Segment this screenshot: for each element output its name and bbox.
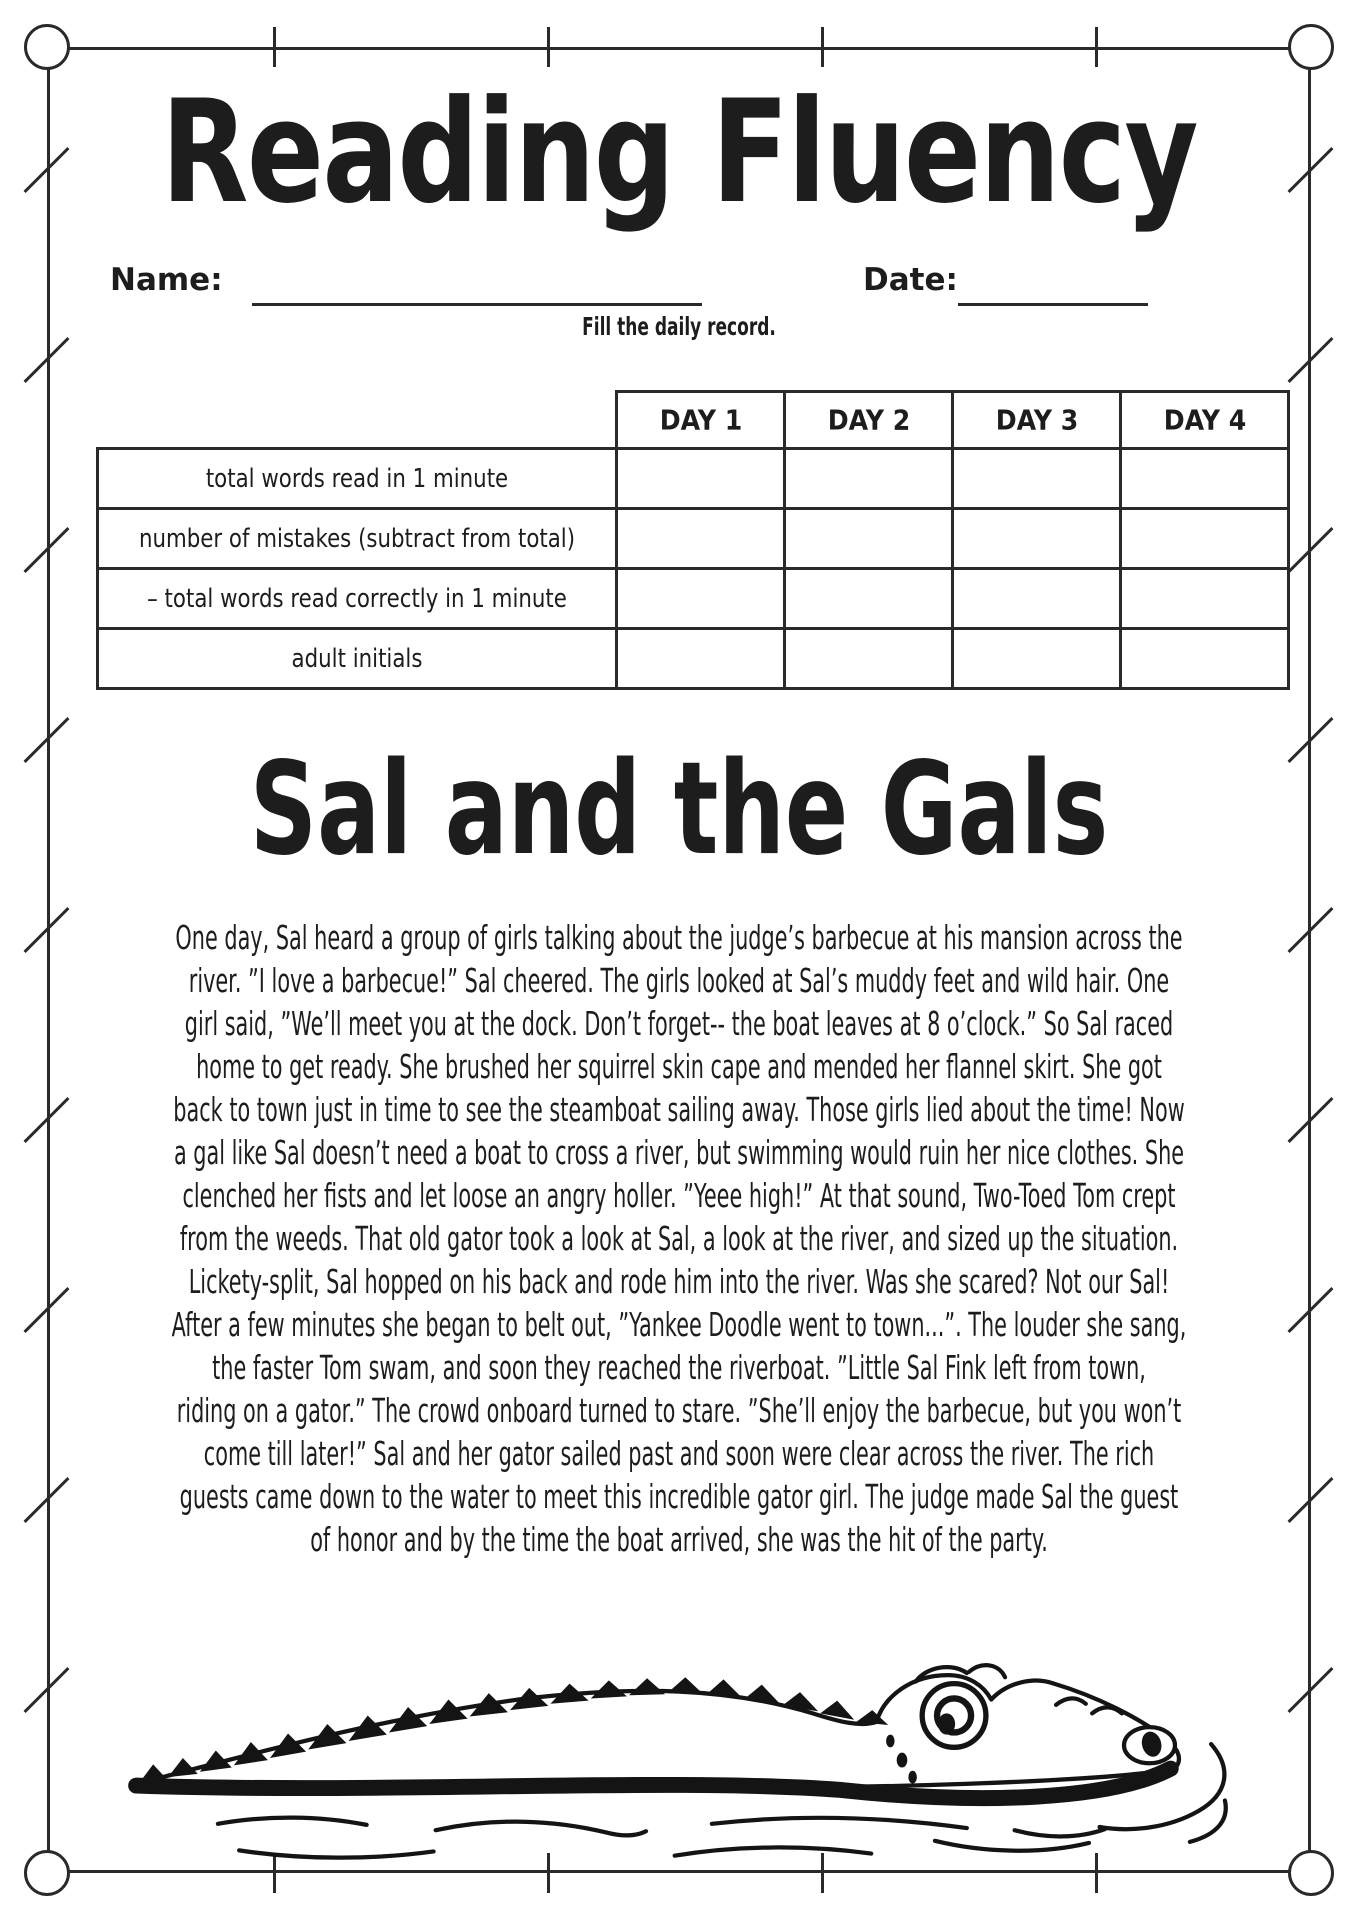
instruction-text: Fill the daily record. xyxy=(582,312,776,341)
row-label-words-correct: – total words read correctly in 1 minute xyxy=(98,569,617,629)
table-row xyxy=(98,509,1289,569)
name-label: Name: xyxy=(110,262,223,298)
date-blank-line xyxy=(958,303,1148,306)
page-title xyxy=(0,70,1358,240)
day-3-header: DAY 3 xyxy=(953,392,1121,449)
story-line: the faster Tom swam, and soon they reached the riverboat. ”Little Sal Fink left from town, xyxy=(212,1348,1146,1387)
story-line: guests came down to the water to meet this incredible gator girl. The judge made Sal the guest xyxy=(179,1477,1179,1516)
daily-record-table xyxy=(96,390,1290,690)
entry-cell xyxy=(1121,509,1289,569)
corner-circle-top-right xyxy=(1288,24,1334,70)
story-line: river. ”I love a barbecue!” Sal cheered. The girls looked at Sal’s muddy feet and wild hair. One xyxy=(188,961,1170,1000)
story-line: girl said, ”We’ll meet you at the dock. Don’t forget-- the boat leaves at 8 o’clock.” So Sal raced xyxy=(184,1004,1174,1043)
entry-cell xyxy=(617,509,785,569)
crop-tick-mark xyxy=(273,27,276,67)
entry-cell xyxy=(1121,629,1289,689)
row-label-mistakes: number of mistakes (subtract from total) xyxy=(98,509,617,569)
story-line: After a few minutes she began to belt out, ”Yankee Doodle went to town...”. The louder she sang, xyxy=(171,1305,1187,1344)
story-line: a gal like Sal doesn’t need a boat to cross a river, but swimming would ruin her nice clothes. She xyxy=(173,1133,1185,1172)
entry-cell xyxy=(953,569,1121,629)
crop-tick-mark xyxy=(547,27,550,67)
entry-cell xyxy=(953,449,1121,509)
entry-cell xyxy=(1121,569,1289,629)
entry-cell xyxy=(953,509,1121,569)
story-line: come till later!” Sal and her gator sailed past and soon were clear across the river. The rich xyxy=(203,1434,1155,1473)
table-row xyxy=(98,569,1289,629)
entry-cell xyxy=(617,449,785,509)
entry-cell xyxy=(785,569,953,629)
story-title: Sal and the Gals xyxy=(249,735,1109,884)
story-line: riding on a gator.” The crowd onboard turned to stare. ”She’ll enjoy the barbecue, but you won’t xyxy=(176,1391,1182,1430)
story-line: home to get ready. She brushed her squirrel skin cape and mended her flannel skirt. She got xyxy=(196,1047,1162,1086)
table-corner-spacer xyxy=(98,392,617,449)
story-line: back to town just in time to see the steamboat sailing away. Those girls lied about the time! Now xyxy=(173,1090,1185,1129)
crop-tick-mark xyxy=(821,27,824,67)
story-line: of honor and by the time the boat arrived, she was the hit of the party. xyxy=(310,1520,1048,1559)
row-label-total-words: total words read in 1 minute xyxy=(98,449,617,509)
entry-cell xyxy=(1121,449,1289,509)
crop-tick-mark xyxy=(1095,27,1098,67)
entry-cell xyxy=(785,509,953,569)
corner-circle-bottom-right xyxy=(1288,1850,1334,1896)
date-label: Date: xyxy=(863,262,958,298)
story-line: Lickety-split, Sal hopped on his back and rode him into the river. Was she scared? Not our Sal! xyxy=(188,1262,1170,1301)
table-row xyxy=(98,629,1289,689)
day-1-header: DAY 1 xyxy=(617,392,785,449)
name-blank-line xyxy=(252,303,702,306)
story-text xyxy=(0,916,1358,1561)
row-label-adult-initials: adult initials xyxy=(98,629,617,689)
entry-cell xyxy=(953,629,1121,689)
entry-cell xyxy=(617,569,785,629)
day-4-header: DAY 4 xyxy=(1121,392,1289,449)
story-line: One day, Sal heard a group of girls talking about the judge’s barbecue at his mansion across the xyxy=(175,918,1183,957)
story-line: clenched her fists and let loose an angry holler. ”Yeee high!” At that sound, Two-Toed Tom crept xyxy=(182,1176,1176,1215)
entry-cell xyxy=(785,629,953,689)
page-title-text: Reading Fluency xyxy=(161,70,1197,235)
corner-circle-bottom-left xyxy=(24,1850,70,1896)
entry-cell xyxy=(617,629,785,689)
table-header-row xyxy=(98,392,1289,449)
entry-cell xyxy=(785,449,953,509)
alligator-illustration xyxy=(105,1622,1255,1861)
table-row xyxy=(98,449,1289,509)
corner-circle-top-left xyxy=(24,24,70,70)
day-2-header: DAY 2 xyxy=(785,392,953,449)
story-line: from the weeds. That old gator took a look at Sal, a look at the river, and sized up the situation. xyxy=(179,1219,1179,1258)
